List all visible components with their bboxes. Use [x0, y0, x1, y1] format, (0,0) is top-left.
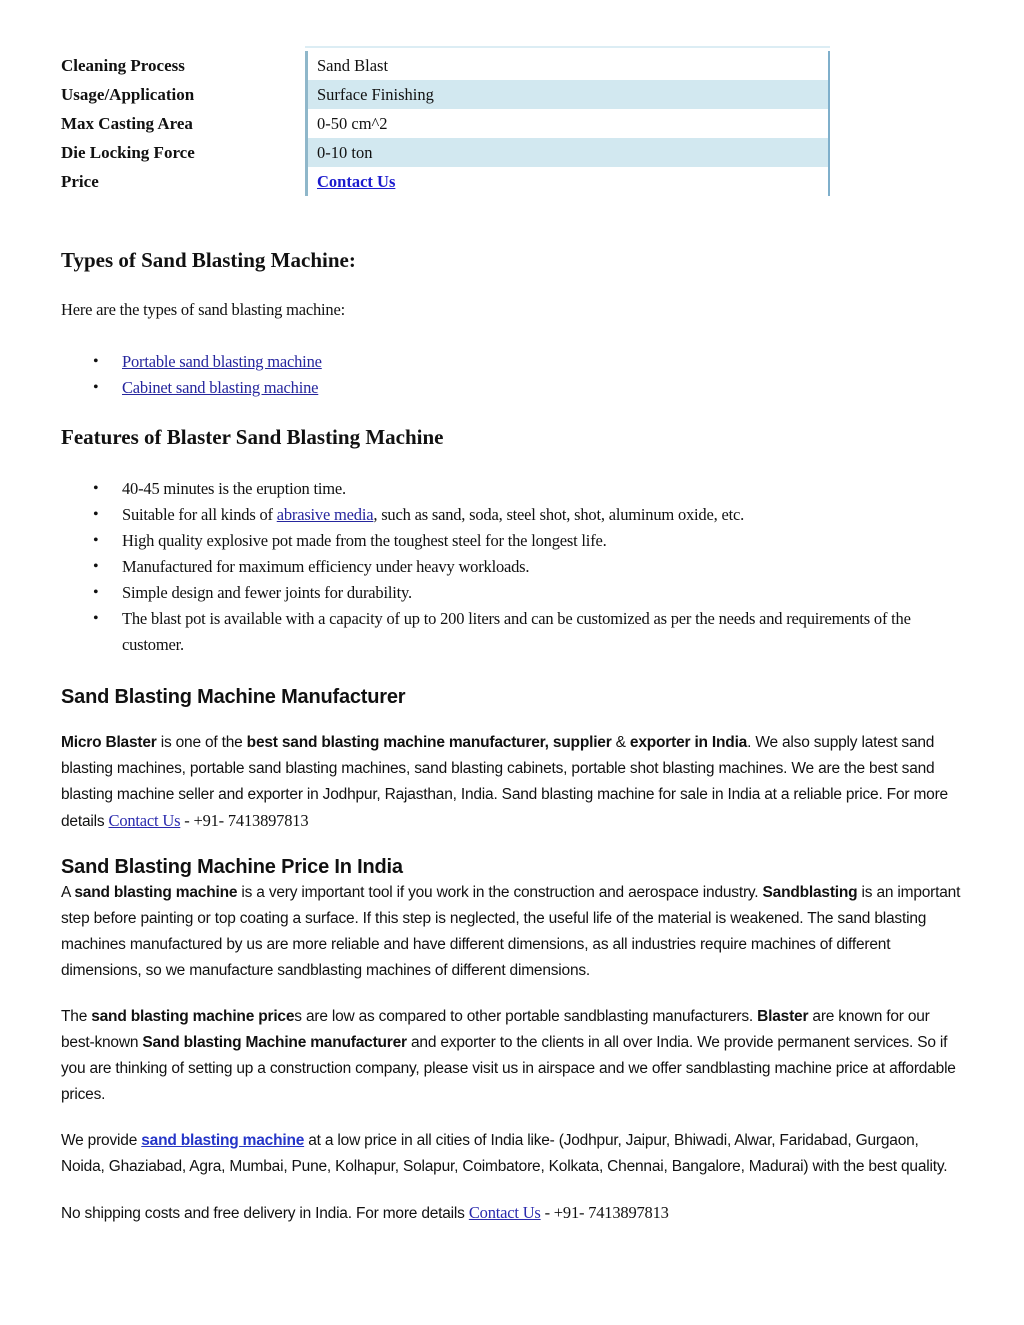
price-heading: Sand Blasting Machine Price In India [61, 856, 403, 878]
body-paragraph [61, 1200, 962, 1227]
spec-row [61, 167, 830, 196]
spec-label: Die Locking Force [61, 142, 195, 162]
spec-value [305, 109, 830, 138]
text-run: Sand blasting Machine manufacturer [142, 1034, 407, 1051]
text-run: Suitable for all kinds of [122, 505, 277, 524]
manufacturer-heading: Sand Blasting Machine Manufacturer [61, 686, 406, 708]
text-run: High quality explosive pot made from the toughest steel for the longest life. [122, 531, 607, 550]
abrasive-media-link[interactable]: abrasive media [276, 505, 374, 524]
text-run: - +91- 7413897813 [180, 811, 309, 830]
text-run: is an important step before painting or top coating a surface. If this step is neglected, the useful life of the material is weakened. The sand blasting machines manufactured by us are more reliable and have different dimensions, as all industries require machines of different dimensions, so we manufacture sandblasting machines of different dimensions. [61, 884, 961, 979]
text-run: We provide [61, 1132, 142, 1149]
spec-table [61, 51, 830, 196]
types-heading: Types of Sand Blasting Machine: [61, 248, 356, 272]
text-run: 40-45 minutes is the eruption time. [122, 479, 346, 498]
body-paragraph [61, 730, 962, 835]
feature-item [122, 606, 922, 658]
portable-sand-blasting-machine-link[interactable]: Portable sand blasting machine [122, 352, 322, 371]
spec-row [61, 109, 830, 138]
features-list [61, 476, 962, 658]
spec-value-text: Sand Blast [317, 55, 389, 75]
sand-blasting-machine-link[interactable]: sand blasting machine [141, 1132, 305, 1149]
text-run: Micro Blaster [61, 734, 157, 751]
contact-us-link[interactable]: Contact Us [317, 171, 396, 191]
type-item [122, 375, 922, 401]
text-run: is one of the [156, 734, 247, 751]
text-run: & [611, 734, 630, 751]
text-run: , such as sand, soda, steel shot, shot, aluminum oxide, etc. [373, 505, 745, 524]
spec-row [61, 80, 830, 109]
feature-item [122, 476, 922, 502]
text-run: . We also supply latest sand blasting machines, portable sand blasting machines, sand blasting cabinets, portable shot blasting machines. We are the best sand blasting machine seller and exporter in Jodhpur, Rajasthan, India. Sand blasting machine for sale in India at a reliable price. For more details [61, 734, 948, 830]
text-run: sand blasting machine price [91, 1008, 295, 1025]
spec-label: Max Casting Area [61, 113, 193, 133]
text-run: Blaster [757, 1008, 809, 1025]
spec-value [305, 167, 830, 196]
text-run: exporter in India [629, 734, 748, 751]
contact-us-link[interactable]: Contact Us [468, 1203, 541, 1222]
text-run: Sandblasting [762, 884, 858, 901]
price-paragraphs [61, 880, 962, 1227]
text-run: and exporter to the clients in all over India. We provide permanent services. So if you are thinking of setting up a construction company, please visit us in airspace and we offer sandblasting machine price at affordable prices. [61, 1034, 956, 1103]
text-run: s are low as compared to other portable sandblasting manufacturers. [294, 1008, 758, 1025]
table-top-border [305, 46, 830, 48]
feature-item [122, 554, 922, 580]
spec-label: Cleaning Process [61, 55, 185, 75]
manufacturer-paragraphs [61, 730, 962, 835]
text-run: No shipping costs and free delivery in India. For more details [61, 1205, 469, 1222]
feature-item [122, 502, 922, 528]
text-run: at a low price in all cities of India like- (Jodhpur, Jaipur, Bhiwadi, Alwar, Faridabad, Gurgaon, Noida, Ghaziabad, Agra, Mumbai, Pune, Kolhapur, Solapur, Coimbatore, Kolkata, Chennai, Bangalore, Madurai) with the best quality. [61, 1132, 948, 1175]
body-paragraph [61, 1128, 962, 1180]
text-run: Manufactured for maximum efficiency under heavy workloads. [122, 557, 530, 576]
spec-value-text: 0-50 cm^2 [317, 113, 388, 133]
spec-value [305, 80, 830, 109]
feature-item [122, 580, 922, 606]
text-run: sand blasting machine [74, 884, 238, 901]
text-run: are known for our best-known [61, 1008, 930, 1051]
spec-label: Usage/Application [61, 84, 195, 104]
types-intro: Here are the types of sand blasting machine: [61, 300, 345, 319]
spec-label: Price [61, 171, 99, 191]
spec-row [61, 51, 830, 80]
spec-value-text: 0-10 ton [317, 142, 373, 162]
contact-us-link[interactable]: Contact Us [108, 811, 181, 830]
text-run: A [61, 884, 75, 901]
body-paragraph [61, 1004, 962, 1108]
text-run: best sand blasting machine manufacturer, supplier [246, 734, 612, 751]
spec-value [305, 138, 830, 167]
types-list [61, 349, 962, 401]
text-run: Simple design and fewer joints for durability. [122, 583, 412, 602]
type-item [122, 349, 922, 375]
spec-value [305, 51, 830, 80]
feature-item [122, 528, 922, 554]
features-heading: Features of Blaster Sand Blasting Machine [61, 425, 444, 449]
spec-row [61, 138, 830, 167]
spec-value-text: Surface Finishing [317, 84, 434, 104]
text-run: - +91- 7413897813 [540, 1203, 669, 1222]
cabinet-sand-blasting-machine-link[interactable]: Cabinet sand blasting machine [122, 378, 319, 397]
body-paragraph [61, 880, 962, 984]
text-run: The [61, 1008, 92, 1025]
text-run: is a very important tool if you work in the construction and aerospace industry. [237, 884, 763, 901]
text-run: The blast pot is available with a capacity of up to 200 liters and can be customized as per the needs and requirements of the customer. [122, 609, 911, 654]
